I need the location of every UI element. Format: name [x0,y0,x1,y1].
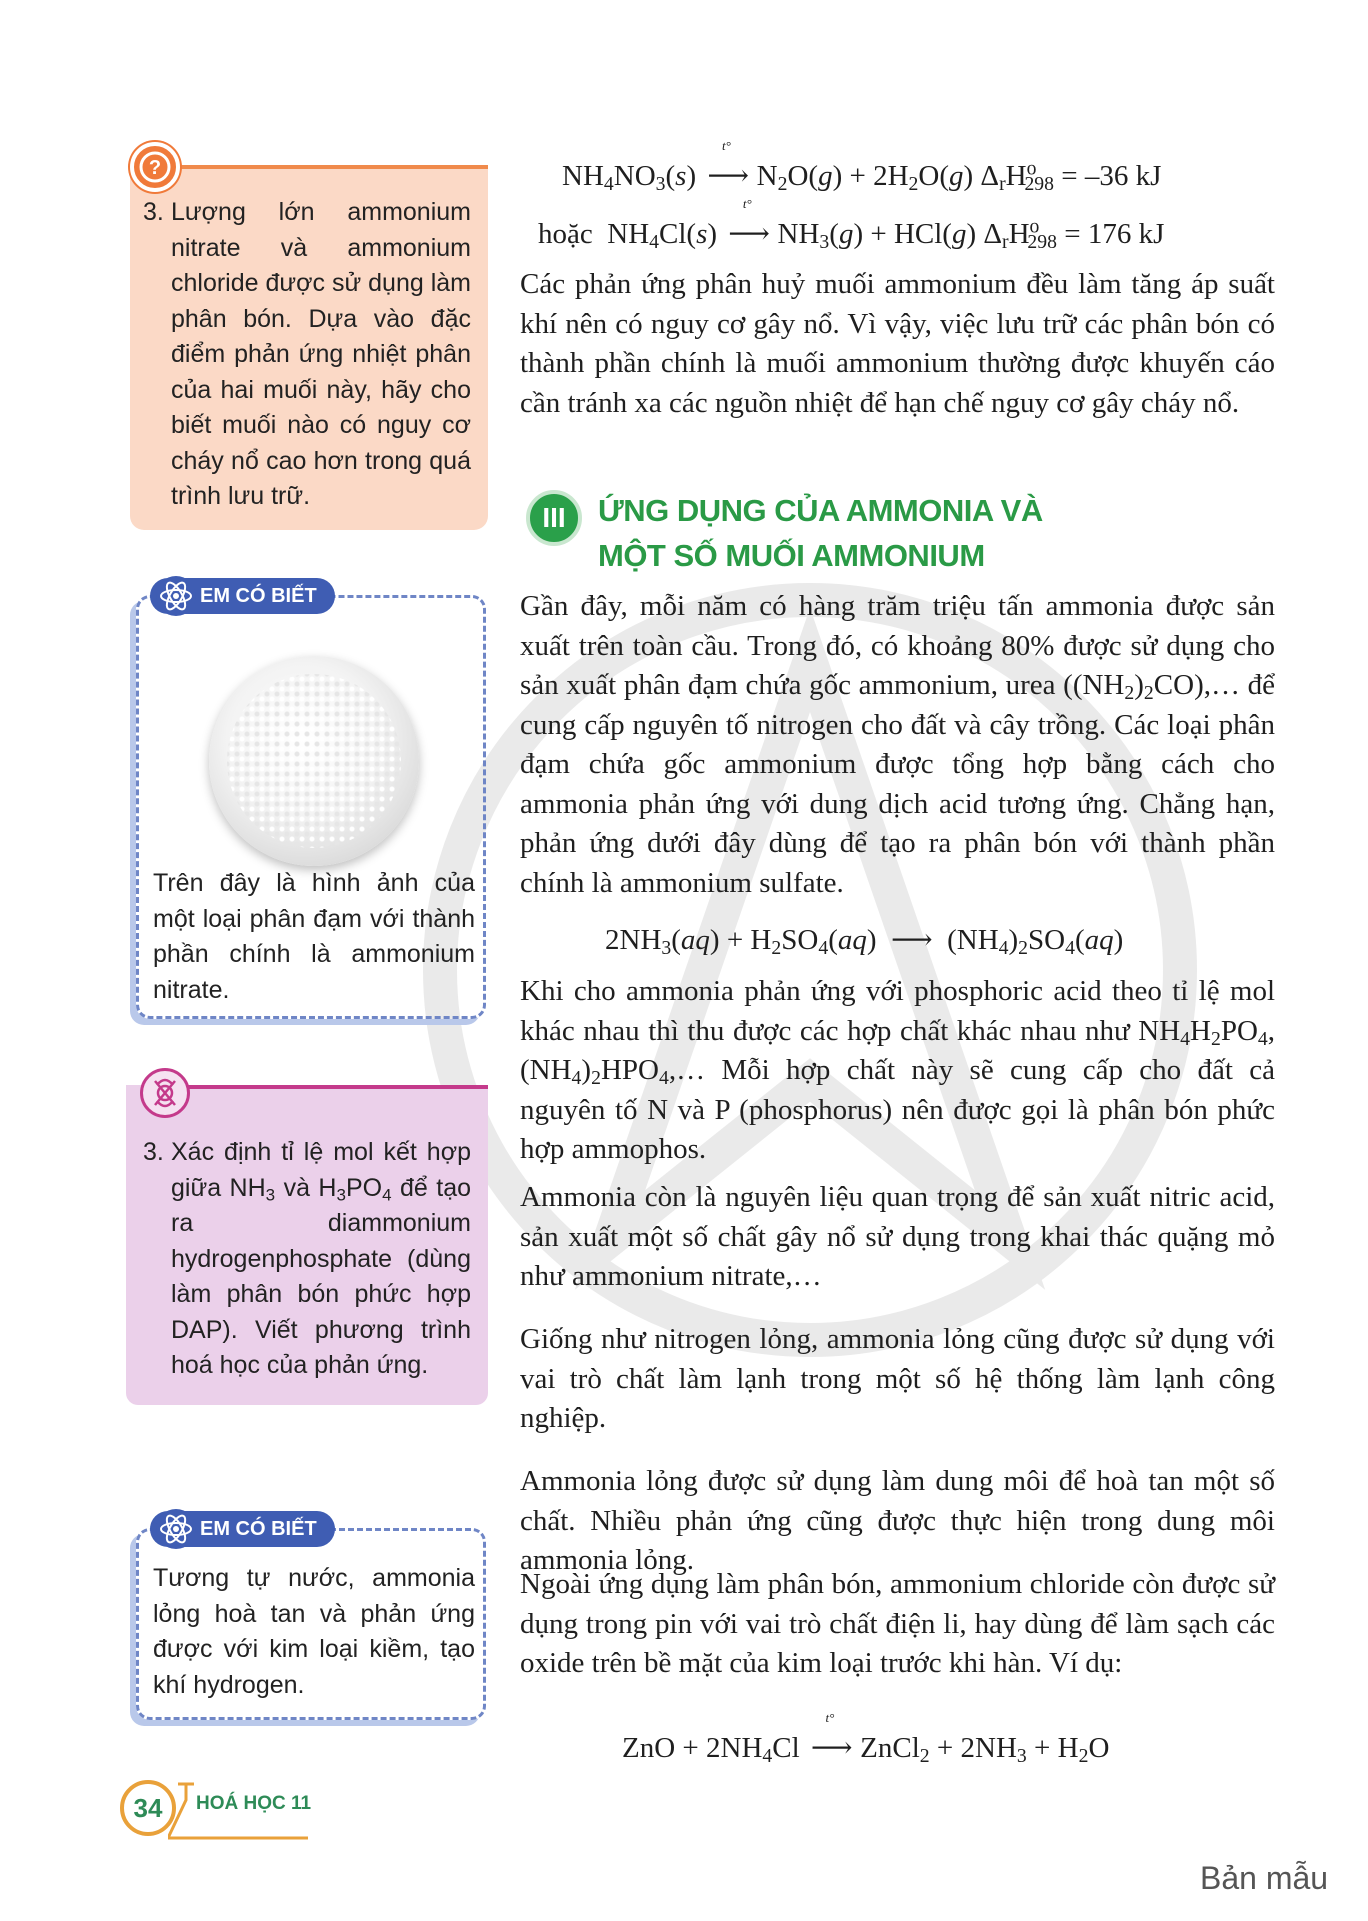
question-text: 3. Lượng lớn ammonium nitrate và ammonium chloride được sử dụng làm phân bón. Dựa vào đặc điểm phản ứng nhiệt phân của hai muối này, hãy cho biết muối nào có nguy cơ cháy nổ cao hơn trong quá trình lưu trữ. [143,198,471,510]
paragraph-solvent: Ammonia lỏng được sử dụng làm dung môi để hoà tan một số chất. Nhiều phản ứng cũng được thực hiện trong dung môi ammonia lỏng. [520,1465,1275,1576]
paragraph-production: Gần đây, mỗi năm có hàng trăm triệu tấn ammonia được sản xuất trên toàn cầu. Trong đó, có khoảng 80% được sử dụng cho sản xuất phân đạm chứa gốc ammonium, urea $((NH_2)_2CO),\dots$ để cung cấp nguyên tố nitrogen cho đất và cây trồng. Các loại phân đạm chứa gốc ammonium được tổng hợp bằng cách cho ammonia phản ứng với dung dịch acid tương ứng. Chẳng hạn, phản ứng dưới đây dùng để tạo ra phân bón với thành phần chính là ammonium sulfate. [520,590,1275,899]
paragraph-refrigerant: Giống như nitrogen lỏng, ammonia lỏng cũng được sử dụng với vai trò chất làm lạnh trong một số hệ thống làm lạnh công nghiệp. [520,1323,1275,1434]
fertilizer-photo [209,656,419,866]
equation-zno: ZnO + $2NH_4Cl$ t° ⟶ ZnCl$_2$ + $2NH_3 + H_2O$ [622,1710,1110,1767]
did-you-know-box-2 [136,1528,486,1720]
question-box [130,165,488,530]
exercise-icon [140,1068,190,1118]
sample-stamp: Bản mẫu [1200,1860,1329,1896]
exercise-box [126,1085,488,1405]
exercise-text: 3. Xác định tỉ lệ mol kết hợp giữa $NH_3$ và $H_3PO_4$ để tạo ra diammonium hydrogenphosphate (dùng làm phân bón phức hợp DAP). Viết phương trình hoá học của phản ứng. [143,1138,471,1379]
book-title: HOÁ HỌC 11 [196,1793,312,1814]
atom-icon [154,1507,198,1551]
paragraph-ammophos: Khi cho ammonia phản ứng với phosphoric acid theo tỉ lệ mol khác nhau thì thu được các hợp chất khác nhau như $NH_4H_2PO_4$, $(NH_4)_2HPO_4,\dots$ Mỗi hợp chất này sẽ cung cấp cho đất cả nguyên tố N và P (phosphorus) nên được gọi là phân bón phức hợp ammophos. [520,975,1275,1165]
did-you-know-text-2: Tương tự nước, ammonia lỏng hoà tan và phản ứng được với kim loại kiềm, tạo khí hydrogen. [153,1564,475,1699]
equation-nh4cl: hoặc $NH_4Cl(s)$ t° ⟶ $NH_3(g) + HCl(g) \Delta_rH^o_{298} = 176$ kJ [538,196,1165,253]
page-number: 34 [120,1780,176,1836]
did-you-know-box [136,595,486,1019]
did-you-know-text: Trên đây là hình ảnh của một loại phân đạm với thành phần chính là ammonium nitrate. [153,869,475,1004]
section-title: ỨNG DỤNG CỦA AMMONIA VÀ MỘT SỐ MUỐI AMMONIUM [598,493,1043,573]
paragraph-decomposition: Các phản ứng phân huỷ muối ammonium đều làm tăng áp suất khí nên có nguy cơ gây nổ. Vì vậy, việc lưu trữ các phân bón có thành phần chính là muối ammonium thường được khuyến cáo cần tránh xa các nguồn nhiệt để hạn chế nguy cơ gây cháy nổ. [520,268,1275,419]
svg-text:?: ? [148,157,162,179]
equation-ammonium-sulfate: $2NH_3(aq) + H_2SO_4(aq)$ ⟶ $(NH_4)_2SO_4(aq)$ [605,924,1124,959]
section-number: III [526,490,582,546]
paragraph-nitric-acid: Ammonia còn là nguyên liệu quan trọng để sản xuất nitric acid, sản xuất một số chất gây nổ sử dụng trong khai thác quặng mỏ như ammonium nitrate,… [520,1181,1275,1292]
atom-icon [154,574,198,618]
question-icon [130,142,180,192]
paragraph-ammonium-chloride: Ngoài ứng dụng làm phân bón, ammonium chloride còn được sử dụng trong pin với vai trò chất điện li, hay dùng để làm sạch các oxide trên bề mặt của kim loại trước khi hàn. Ví dụ: [520,1568,1275,1679]
did-you-know-badge-2: EM CÓ BIẾT [150,1511,335,1547]
did-you-know-badge: EM CÓ BIẾT [150,578,335,614]
equation-nh4no3: $NH_4NO_3(s)$ t° ⟶ $N_2O(g) + 2H_2O(g) \Delta_rH^o_{298} = -36$ kJ [562,138,1162,195]
